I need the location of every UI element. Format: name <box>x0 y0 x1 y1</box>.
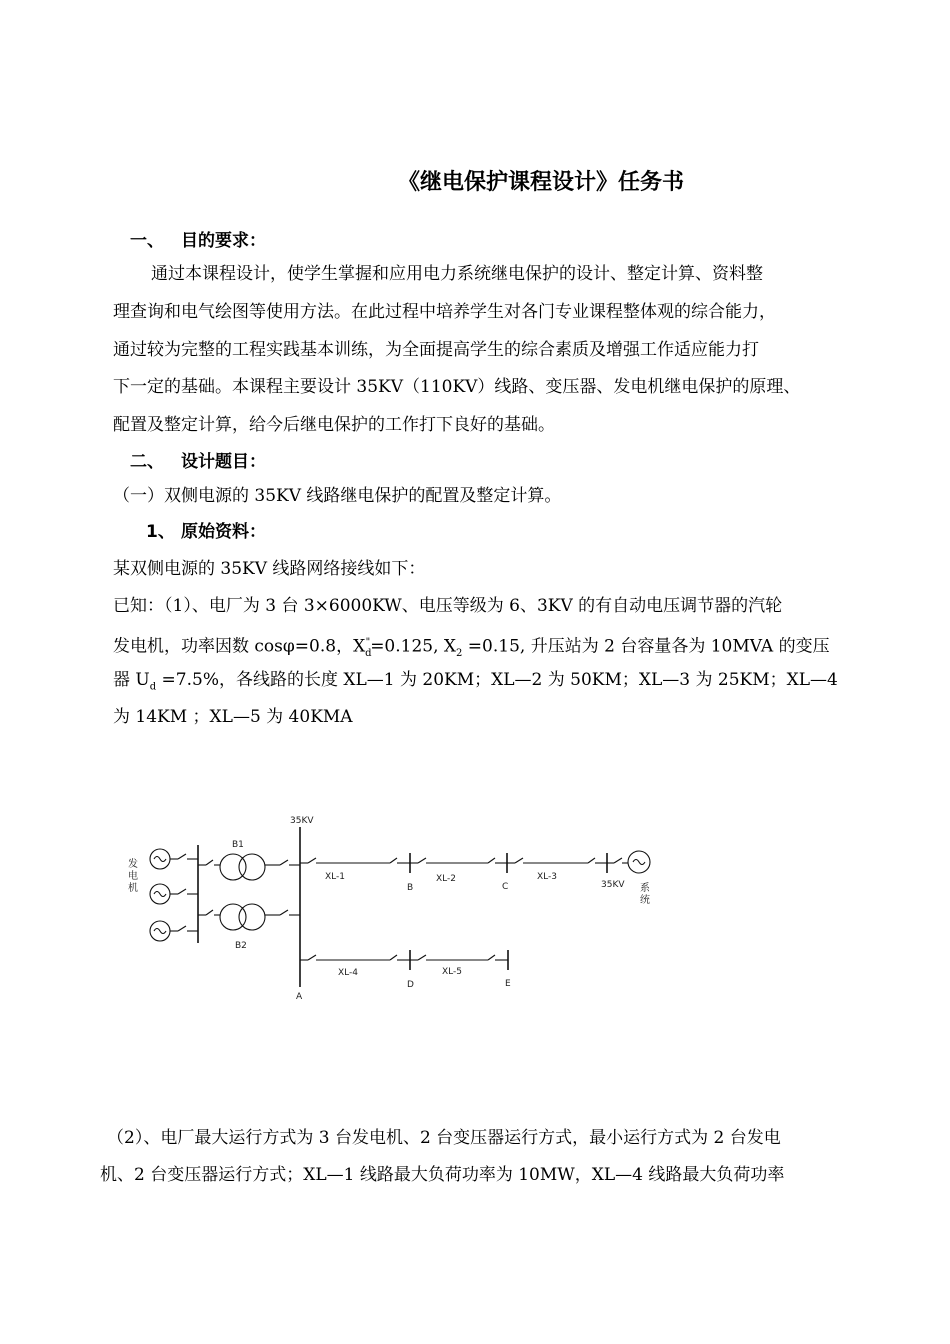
transformer-b1-icon <box>220 854 265 880</box>
section-1-number: 一、 <box>130 231 164 251</box>
subsection-1-heading: 原始资料： <box>181 522 266 542</box>
known-line-1: 已知：（1）、电厂为 3 台 3×6000KW、电压等级为 6、3KV 的有自动电压调节器的汽轮 <box>113 596 783 616</box>
node-a-label: A <box>296 992 303 1002</box>
known-line-3: 器 $U_d =7.5\%$，各线路的长度 XL—1 为 20KM；XL—2 为 50KM；XL—3 为 25KM；XL—4 <box>113 670 838 693</box>
end-voltage-label: 35KV <box>601 880 625 890</box>
paragraph-1-line: 通过本课程设计，使学生掌握和应用电力系统继电保护的设计、整定计算、资料整 <box>151 264 763 284</box>
paragraph-2-line: （2）、电厂最大运行方式为 3 台发电机、2 台变压器运行方式，最小运行方式为 2 台发电 <box>107 1128 781 1148</box>
network-diagram <box>120 805 680 1015</box>
transformer-b2-label: B2 <box>235 941 247 951</box>
known-line-2: 发电机，功率因数 cosφ=0.8，$X_d^"=0.125$, $X_2 =0.15$, 升压站为 2 台容量各为 10MVA 的变压 <box>113 636 830 660</box>
generator-icon <box>150 921 170 941</box>
line-xl2-label: XL-2 <box>436 874 456 884</box>
paragraph-1-line: 下一定的基础。本课程主要设计 35KV（110KV）线路、变压器、发电机继电保护的原理、 <box>113 377 801 397</box>
generator-label: 发 <box>128 859 138 870</box>
transformer-b2-icon <box>220 904 265 930</box>
paragraph-1-line: 配置及整定计算，给今后继电保护的工作打下良好的基础。 <box>113 415 555 435</box>
line-xl5-label: XL-5 <box>442 967 462 977</box>
node-e-label: E <box>505 979 511 989</box>
section-2-heading: 设计题目： <box>181 452 266 472</box>
system-label: 系 <box>640 883 650 894</box>
section-2-number: 二、 <box>130 452 164 472</box>
paragraph-2-line: 机、2 台变压器运行方式；XL—1 线路最大负荷功率为 10MW，XL—4 线路最大负荷功率 <box>100 1165 785 1185</box>
generator-label: 电 <box>128 871 138 882</box>
system-label: 统 <box>640 895 650 906</box>
known-line-4: 为 14KM ；XL—5 为 40KMA <box>113 707 353 727</box>
line-xl1-label: XL-1 <box>325 872 345 882</box>
generator-icon <box>150 884 170 904</box>
topic-1: （一）双侧电源的 35KV 线路继电保护的配置及整定计算。 <box>113 486 562 506</box>
generator-icon <box>150 849 170 869</box>
line-xl3-label: XL-3 <box>537 872 557 882</box>
generator-label: 机 <box>128 883 138 894</box>
transformer-b1-label: B1 <box>232 840 244 850</box>
node-d-label: D <box>407 980 414 990</box>
subsection-1-number: 1、 <box>146 522 175 542</box>
paragraph-1-line: 理查询和电气绘图等使用方法。在此过程中培养学生对各门专业课程整体观的综合能力， <box>113 302 776 322</box>
line-xl4-label: XL-4 <box>338 968 358 978</box>
document-title: 《继电保护课程设计》任务书 <box>397 170 684 195</box>
section-1-heading: 目的要求： <box>181 231 266 251</box>
node-c-label: C <box>502 882 509 892</box>
system-source-icon <box>628 851 650 873</box>
node-b-label: B <box>407 883 414 893</box>
paragraph-1-line: 通过较为完整的工程实践基本训练，为全面提高学生的综合素质及增强工作适应能力打 <box>113 340 759 360</box>
network-intro: 某双侧电源的 35KV 线路网络接线如下： <box>113 559 426 579</box>
bus-voltage-label: 35KV <box>290 816 314 826</box>
